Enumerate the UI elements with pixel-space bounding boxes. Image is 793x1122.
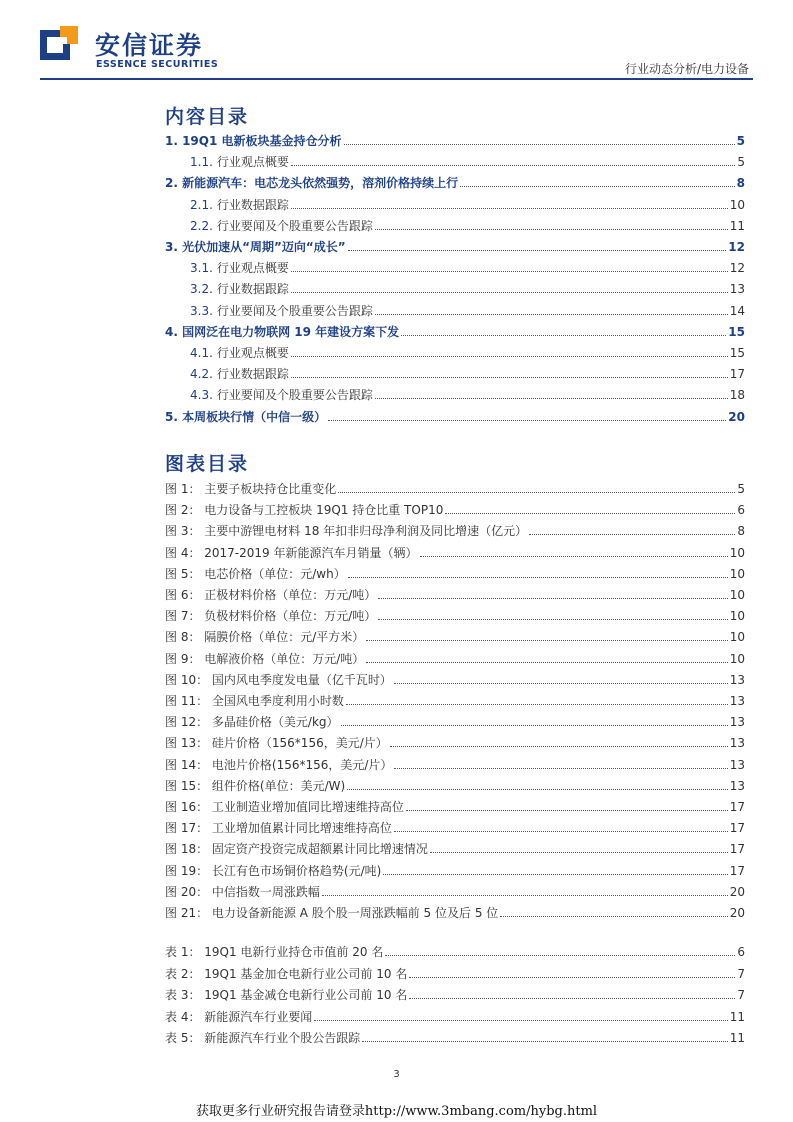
- toc-entry-page: 10: [729, 197, 745, 212]
- toc-dot-leader: [406, 810, 728, 811]
- toc-entry[interactable]: [0, 649, 793, 667]
- toc-entry-page: 17: [729, 367, 745, 382]
- toc-entry[interactable]: [0, 407, 793, 425]
- toc-entry[interactable]: [0, 903, 793, 921]
- toc-entry-label: 图 6： 正极材料价格（单位：万元/吨）: [165, 588, 377, 602]
- toc-entry-text: 行业观点概要: [216, 261, 289, 276]
- toc-entry-number: 2.2.: [190, 218, 213, 233]
- toc-entry-page: 13: [729, 736, 745, 751]
- toc-entry-label: 图 16： 工业制造业增加值同比增速维持高位: [165, 800, 404, 814]
- toc-entry-page: 15: [728, 324, 745, 339]
- toc-entry-label: 图 20： 中信指数一周涨跌幅: [165, 884, 320, 899]
- contents-title: 内容目录: [165, 106, 250, 128]
- toc-entry-label: 图 19： 长江有色市场铜价格趋势(元/吨): [165, 863, 382, 878]
- toc-entry-label: 图 4： 2017-2019 年新能源汽车月销量（辆）: [165, 545, 418, 560]
- toc-dot-leader: [291, 208, 728, 209]
- toc-dot-leader: [291, 356, 728, 357]
- toc-entry-label: 4. 国网泛在电力物联网 19 年建设方案下发: [165, 324, 400, 339]
- toc-entry-page: 5: [737, 155, 745, 170]
- toc-entry-number: 4.3.: [190, 388, 213, 403]
- toc-entry-page: 11: [729, 1031, 745, 1046]
- toc-entry-page: 13: [729, 672, 745, 687]
- toc-entry[interactable]: [0, 237, 793, 255]
- toc-entry-page: 10: [729, 609, 745, 624]
- toc-entry[interactable]: [0, 543, 793, 561]
- toc-dot-leader: [366, 662, 727, 663]
- toc-entry-page: 17: [729, 863, 745, 878]
- toc-entry-label: 图 7： 负极材料价格（单位：万元/吨）: [165, 609, 377, 624]
- toc-entry-number: 4.1.: [190, 346, 213, 360]
- toc-entry-page: 6: [737, 503, 745, 518]
- toc-entry[interactable]: [0, 776, 793, 794]
- toc-entry-page: 11: [729, 218, 745, 233]
- toc-entry[interactable]: [0, 521, 793, 539]
- toc-entry-label: 图 18： 固定资产投资完成超额累计同比增速情况: [165, 842, 428, 857]
- toc-entry-text: 行业要闻及个股重要公告跟踪: [216, 388, 373, 403]
- toc-entry-page: 10: [729, 545, 745, 560]
- toc-entry-label: [190, 154, 289, 170]
- toc-entry[interactable]: [0, 131, 793, 149]
- toc-entry-label: 表 3： 19Q1 基金减仓电新行业公司前 10 名: [165, 988, 408, 1003]
- toc-entry[interactable]: [0, 1007, 793, 1025]
- toc-entry-label: 5. 本周板块行情（中信一级）: [165, 409, 327, 424]
- toc-entry[interactable]: [0, 606, 793, 624]
- toc-entry-page: 20: [729, 884, 745, 899]
- toc-entry-label: 图 2： 电力设备与工控板块 19Q1 持仓比重 TOP10: [165, 503, 444, 518]
- toc-dot-leader: [338, 492, 735, 493]
- toc-entry-page: 13: [729, 282, 745, 297]
- toc-entry[interactable]: [0, 627, 793, 645]
- toc-entry-label: 表 5： 新能源汽车行业个股公告跟踪: [165, 1031, 361, 1046]
- toc-entry-number: 3.1.: [190, 261, 213, 276]
- toc-entry-page: 18: [729, 388, 745, 403]
- toc-dot-leader: [341, 725, 728, 726]
- footer-link[interactable]: 获取更多行业研究报告请登录http://www.3mbang.com/hybg.html: [195, 1104, 598, 1119]
- toc-entry-text: 行业数据跟踪: [216, 282, 289, 297]
- toc-entry-page: 13: [729, 694, 745, 708]
- toc-dot-leader: [346, 704, 728, 705]
- toc-entry[interactable]: [0, 343, 793, 361]
- toc-entry[interactable]: [0, 839, 793, 857]
- toc-dot-leader: [375, 398, 728, 399]
- toc-dot-leader: [385, 955, 735, 956]
- toc-entry-page: 5: [737, 482, 745, 496]
- toc-dot-leader: [445, 513, 735, 514]
- toc-entry-number: 3.3.: [190, 303, 213, 318]
- toc-dot-leader: [390, 746, 728, 747]
- toc-dot-leader: [291, 292, 728, 293]
- toc-dot-leader: [291, 271, 728, 272]
- toc-entry-label: 图 8： 隔膜价格（单位：元/平方米）: [165, 630, 365, 645]
- toc-entry-label: [190, 387, 373, 403]
- toc-dot-leader: [348, 250, 727, 251]
- toc-entry-page: 10: [729, 566, 745, 581]
- toc-entry-page: 6: [737, 945, 745, 959]
- toc-entry[interactable]: [0, 500, 793, 518]
- header-divider: [40, 78, 753, 80]
- toc-entry-number: 2.1.: [190, 197, 213, 212]
- toc-entry[interactable]: [0, 585, 793, 603]
- toc-entry-label: 表 1： 19Q1 电新行业持仓市值前 20 名: [165, 945, 384, 959]
- toc-dot-leader: [401, 335, 726, 336]
- toc-entry-label: [190, 281, 289, 297]
- toc-dot-leader: [394, 683, 728, 684]
- toc-entry-page: 17: [729, 800, 745, 814]
- toc-entry-label: 图 5： 电芯价格（单位：元/wh）: [165, 566, 346, 581]
- toc-entry-page: 8: [737, 524, 745, 539]
- toc-entry[interactable]: [0, 479, 793, 497]
- toc-entry-page: 13: [729, 757, 745, 772]
- toc-dot-leader: [375, 314, 728, 315]
- toc-entry-label: 图 1： 主要子板块持仓比重变化: [165, 482, 337, 496]
- toc-dot-leader: [375, 229, 728, 230]
- toc-entry[interactable]: [0, 152, 793, 170]
- toc-dot-leader: [409, 998, 735, 999]
- toc-entry-number: 3.2.: [190, 282, 213, 297]
- toc-entry-label: [190, 260, 289, 276]
- toc-entry-page: 5: [736, 134, 745, 148]
- toc-entry-label: [190, 366, 289, 382]
- toc-entry[interactable]: [0, 564, 793, 582]
- toc-entry-page: 10: [729, 630, 745, 645]
- toc-dot-leader: [291, 377, 728, 378]
- toc-entry-page: 13: [729, 778, 745, 793]
- toc-entry[interactable]: [0, 216, 793, 234]
- toc-entry-page: 17: [729, 821, 745, 836]
- toc-entry-label: 图 17： 工业增加值累计同比增速维持高位: [165, 821, 392, 836]
- toc-entry[interactable]: [0, 385, 793, 403]
- toc-dot-leader: [500, 916, 727, 917]
- toc-entry-label: [190, 197, 289, 213]
- toc-entry[interactable]: [0, 691, 793, 709]
- toc-dot-leader: [529, 534, 735, 535]
- toc-entry-page: 12: [729, 261, 745, 276]
- toc-entry[interactable]: [0, 818, 793, 836]
- toc-entry-text: 行业数据跟踪: [216, 367, 289, 382]
- toc-entry-label: 图 9： 电解液价格（单位：万元/吨）: [165, 651, 365, 666]
- toc-dot-leader: [460, 186, 735, 187]
- toc-entry[interactable]: [0, 364, 793, 382]
- toc-entry[interactable]: [0, 258, 793, 276]
- toc-entry-page: 13: [729, 715, 745, 730]
- toc-entry-page: 20: [729, 906, 745, 920]
- toc-entry-label: 表 2： 19Q1 基金加仓电新行业公司前 10 名: [165, 966, 408, 981]
- toc-dot-leader: [366, 640, 727, 641]
- toc-dot-leader: [347, 789, 728, 790]
- report-category: 行业动态分析/电力设备: [624, 62, 749, 76]
- toc-entry-page: 8: [736, 176, 745, 191]
- toc-entry[interactable]: [0, 985, 793, 1003]
- toc-entry-text: 行业观点概要: [216, 155, 289, 170]
- toc-entry-label: 图 10： 国内风电季度发电量（亿千瓦时）: [165, 672, 392, 687]
- toc-entry-label: 图 14： 电池片价格(156*156，美元/片）: [165, 757, 393, 772]
- toc-dot-leader: [394, 768, 727, 769]
- toc-dot-leader: [378, 619, 727, 620]
- toc-entry-label: [190, 345, 289, 361]
- toc-dot-leader: [378, 598, 727, 599]
- toc-entry-number: 4.2.: [190, 367, 213, 382]
- toc-entry-label: 图 12： 多晶硅价格（美元/kg）: [165, 715, 339, 730]
- toc-entry-page: 10: [729, 651, 745, 666]
- figures-title: 图表目录: [165, 453, 250, 475]
- page-header: [0, 0, 793, 80]
- toc-entry[interactable]: [0, 942, 793, 960]
- toc-entry-number: 1.1.: [190, 155, 213, 170]
- toc-dot-leader: [328, 420, 726, 421]
- toc-entry[interactable]: [0, 195, 793, 213]
- toc-entry-text: 行业观点概要: [216, 346, 289, 360]
- brand-name-cn: 安信证券: [95, 31, 204, 60]
- toc-entry-page: 10: [729, 588, 745, 602]
- toc-dot-leader: [383, 874, 727, 875]
- toc-entry[interactable]: [0, 861, 793, 879]
- toc-entry[interactable]: [0, 712, 793, 730]
- toc-entry[interactable]: [0, 882, 793, 900]
- toc-entry-label: 表 4： 新能源汽车行业要闻: [165, 1009, 313, 1024]
- toc-entry-label: 图 11： 全国风电季度利用小时数: [165, 694, 344, 708]
- toc-dot-leader: [430, 852, 728, 853]
- toc-dot-leader: [344, 144, 735, 145]
- toc-dot-leader: [420, 556, 728, 557]
- toc-entry-page: 14: [729, 303, 745, 318]
- toc-entry[interactable]: [0, 964, 793, 982]
- toc-entry-label: [190, 303, 373, 319]
- toc-entry-text: 行业要闻及个股重要公告跟踪: [216, 218, 373, 233]
- toc-dot-leader: [394, 831, 728, 832]
- toc-dot-leader: [291, 165, 735, 166]
- toc-entry-label: 图 15： 组件价格(单位：美元/W): [165, 778, 346, 793]
- toc-entry[interactable]: [0, 301, 793, 319]
- toc-entry[interactable]: [0, 173, 793, 191]
- toc-entry-label: [190, 218, 373, 234]
- toc-entry-label: 2. 新能源汽车：电芯龙头依然强势，溶剂价格持续上行: [165, 176, 459, 191]
- toc-entry-text: 行业数据跟踪: [216, 197, 289, 212]
- toc-entry-page: 15: [729, 346, 745, 360]
- toc-entry-label: 3. 光伏加速从“周期”迈向“成长”: [165, 240, 346, 254]
- toc-dot-leader: [348, 577, 728, 578]
- toc-entry[interactable]: [0, 755, 793, 773]
- toc-entry-page: 20: [728, 409, 745, 424]
- essence-logo-icon: [40, 26, 78, 64]
- toc-entry[interactable]: [0, 733, 793, 751]
- toc-entry-page: 7: [737, 988, 745, 1003]
- brand-name-en: ESSENCE SECURITIES: [96, 59, 219, 70]
- toc-entry-label: 图 3： 主要中游锂电材料 18 年扣非归母净利润及同比增速（亿元）: [165, 524, 528, 539]
- toc-dot-leader: [314, 1020, 727, 1021]
- toc-entry-page: 12: [728, 240, 745, 254]
- toc-dot-leader: [409, 977, 735, 978]
- toc-entry-label: 图 21： 电力设备新能源 A 股个股一周涨跌幅前 5 位及后 5 位: [165, 906, 499, 920]
- toc-dot-leader: [322, 895, 728, 896]
- toc-entry[interactable]: [0, 279, 793, 297]
- page-number: 3: [393, 1069, 400, 1080]
- toc-entry-text: 行业要闻及个股重要公告跟踪: [216, 303, 373, 318]
- toc-entry[interactable]: [0, 1028, 793, 1046]
- toc-entry[interactable]: [0, 322, 793, 340]
- toc-entry[interactable]: [0, 797, 793, 815]
- toc-dot-leader: [362, 1041, 727, 1042]
- toc-entry-label: 图 13： 硅片价格（156*156，美元/片）: [165, 736, 388, 751]
- toc-entry-page: 11: [729, 1009, 745, 1024]
- toc-entry-page: 7: [737, 966, 745, 981]
- toc-entry-label: 1. 19Q1 电新板块基金持仓分析: [165, 134, 342, 148]
- toc-entry-page: 17: [729, 842, 745, 857]
- toc-entry[interactable]: [0, 670, 793, 688]
